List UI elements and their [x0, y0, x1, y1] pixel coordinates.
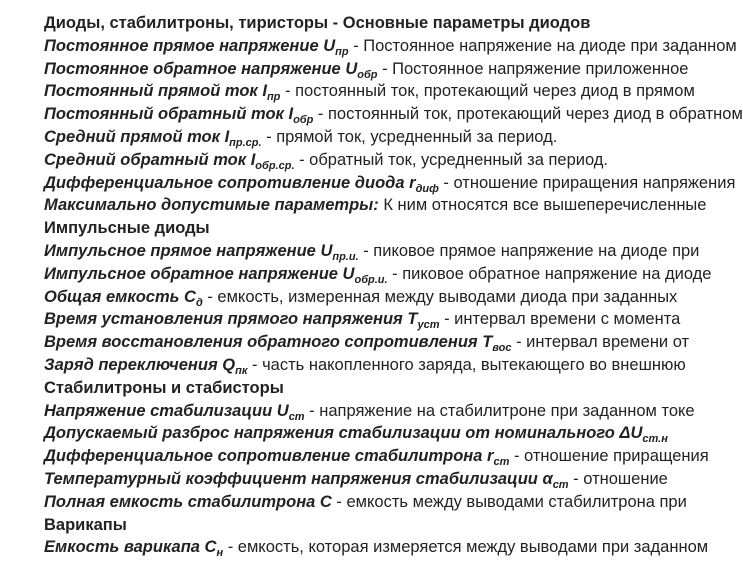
parameter-description: - отношение приращения: [509, 447, 709, 466]
parameter-description: К ним относятся все вышеперечисленные: [378, 196, 707, 215]
parameter-subscript: ст: [552, 478, 569, 491]
parameter-subscript: обр: [293, 114, 314, 127]
parameter-subscript: пр: [266, 91, 281, 104]
section-heading: Стабилитроны и стабисторы: [44, 378, 284, 397]
parameter-description: - интервал времени с момента: [439, 310, 681, 329]
parameter-definition: [44, 103, 743, 127]
parameter-description: - емкость, которая измеряется между выводами при заданном: [223, 538, 709, 557]
parameter-subscript: пр: [335, 45, 349, 58]
parameter-definition: [44, 536, 720, 559]
parameter-definition: [44, 400, 720, 423]
section-heading: Варикапы: [44, 515, 127, 534]
parameter-description: - отношение приращения напряжения: [438, 173, 736, 192]
parameter-subscript: ст.н: [642, 433, 668, 446]
section-heading: Импульсные диоды: [44, 219, 210, 238]
parameter-subscript: обр.ср.: [255, 159, 295, 172]
parameter-definition: [44, 35, 737, 58]
parameter-term: Заряд переключения Q: [44, 355, 236, 374]
parameter-term: Постоянное обратное напряжение U: [44, 59, 358, 78]
parameter-term: Температурный коэффициент напряжения стабилизации α: [44, 469, 553, 488]
parameter-definition: [44, 491, 720, 514]
parameter-definition: [44, 422, 720, 445]
parameter-description: - постоянный ток, протекающий через диод в прямом: [280, 82, 695, 101]
parameter-definition: [44, 149, 720, 172]
parameter-description: - Постоянное напряжение приложенное: [377, 59, 689, 78]
parameter-description: - постоянный ток, протекающий через диод в обратном: [313, 105, 743, 124]
parameter-subscript: пр.и.: [332, 250, 359, 263]
parameter-definition: [44, 286, 720, 309]
parameter-description: - прямой ток, усредненный за период.: [261, 127, 558, 146]
parameter-definition: [44, 126, 720, 149]
parameter-description: - емкость между выводами стабилитрона при: [331, 492, 687, 511]
document-body: [44, 12, 743, 560]
parameter-term: Общая емкость C: [44, 287, 196, 306]
parameter-definition: [44, 58, 720, 81]
parameter-term: Допускаемый разброс напряжения стабилизации от номинального ΔU: [44, 424, 643, 443]
parameter-definition: [44, 445, 720, 468]
section-heading: Диоды, стабилитроны, тиристоры - Основные параметры диодов: [44, 14, 591, 32]
parameter-description: - емкость, измеренная между выводами диода при заданных: [202, 287, 678, 306]
parameter-subscript: н: [216, 547, 224, 560]
parameter-subscript: ст: [288, 410, 305, 423]
parameter-term: Импульсное прямое напряжение U: [44, 241, 333, 260]
parameter-subscript: ст: [493, 456, 510, 469]
parameter-definition: [44, 331, 720, 354]
parameter-term: Средний обратный ток I: [44, 150, 256, 169]
parameter-definition: [44, 240, 720, 263]
parameter-term: Средний прямой ток I: [44, 127, 230, 146]
parameter-subscript: пк: [235, 364, 248, 377]
parameter-term: Время восстановления обратного сопротивления T: [44, 333, 493, 352]
parameter-term: Дифференциальное сопротивление стабилитрона r: [44, 447, 494, 466]
parameter-term: Емкость варикапа C: [44, 538, 217, 557]
parameter-definition: [44, 468, 720, 491]
parameter-term: Постоянный обратный ток I: [44, 105, 294, 124]
parameter-definition: [44, 354, 720, 377]
parameter-term: Максимально допустимые параметры:: [44, 196, 379, 215]
parameter-description: - отношение: [568, 469, 668, 488]
parameter-subscript: д: [195, 296, 203, 309]
parameter-term: Полная емкость стабилитрона C: [44, 492, 332, 511]
parameter-definition: [44, 194, 720, 217]
parameter-definition: [44, 172, 736, 195]
parameter-subscript: диф: [415, 182, 439, 195]
parameter-definition: [44, 263, 720, 286]
parameter-description: - пиковое обратное напряжение на диоде: [387, 264, 712, 283]
parameter-definition: [44, 80, 720, 103]
parameter-term: Дифференциальное сопротивление диода r: [44, 173, 416, 192]
parameter-description: - интервал времени от: [511, 333, 690, 352]
parameter-subscript: вос: [492, 342, 512, 355]
parameter-term: Постоянное прямое напряжение U: [44, 36, 336, 55]
parameter-subscript: обр: [357, 68, 378, 81]
parameter-description: - напряжение на стабилитроне при заданном токе: [304, 401, 695, 420]
parameter-description: - обратный ток, усредненный за период.: [294, 150, 609, 169]
parameter-term: Время установления прямого напряжения T: [44, 310, 418, 329]
parameter-subscript: уст: [417, 319, 440, 332]
parameter-description: - Постоянное напряжение на диоде при заданном: [348, 36, 737, 55]
parameter-term: Напряжение стабилизации U: [44, 401, 289, 420]
parameter-term: Импульсное обратное напряжение U: [44, 264, 355, 283]
parameter-subscript: обр.и.: [354, 273, 388, 286]
parameter-description: - пиковое прямое напряжение на диоде при: [358, 241, 700, 260]
parameter-subscript: пр.ср.: [229, 136, 262, 149]
parameter-definition: [44, 308, 720, 331]
parameter-description: - часть накопленного заряда, вытекающего во внешнюю: [247, 355, 686, 374]
parameter-term: Постоянный прямой ток I: [44, 82, 267, 101]
